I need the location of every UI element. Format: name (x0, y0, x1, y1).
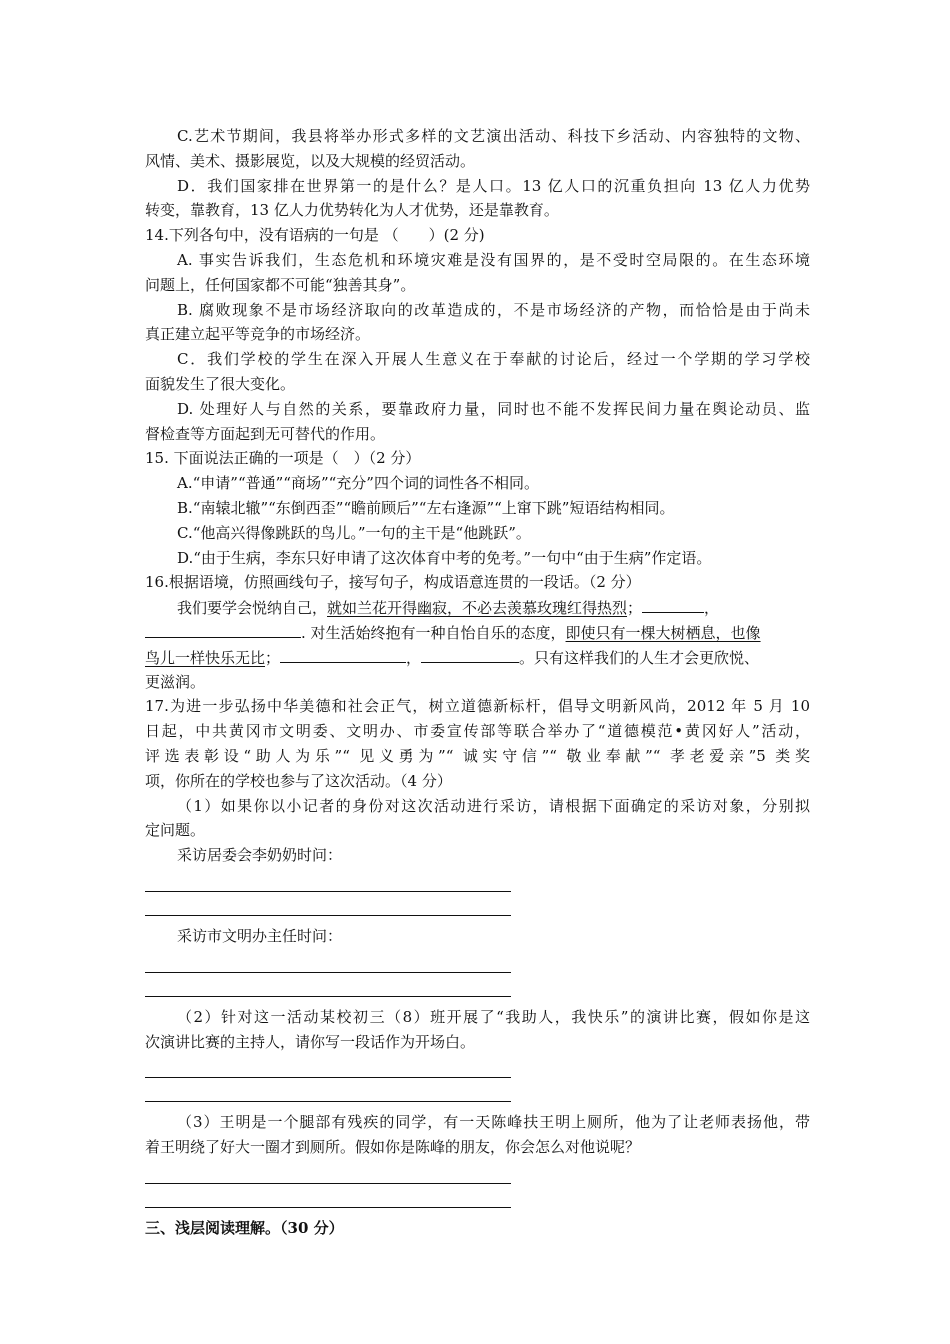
q17-part3-line2: 着王明绕了好大一圈才到厕所。假如你是陈峰的朋友，你会怎么对他说呢？ (145, 1138, 641, 1157)
q17-part1-line2: 定问题。 (145, 821, 206, 840)
q14-option-c-line2: 面貌发生了很大变化。 (145, 374, 296, 393)
q16-fill-blank-4[interactable] (421, 645, 519, 663)
q14-option-b-line2: 真正建立起平等竞争的市场经济。 (145, 325, 371, 344)
answer-line[interactable] (145, 868, 511, 892)
q13-option-c-line1: C.艺术节期间，我县将举办形式多样的文艺演出活动、科技下乡活动、内容独特的文物、 (177, 127, 810, 145)
q16-semicolon: ； (627, 599, 643, 618)
q14-option-c-line1: C．我们学校的学生在深入开展人生意义在于奉献的讨论后，经过一个学期的学习学校 (177, 350, 810, 369)
q15-option-d: D.“由于生病，李东只好申请了这次体育中考的免考。”一句中“由于生病”作定语。 (177, 548, 712, 567)
answer-line[interactable] (145, 1160, 511, 1184)
q16-fill-blank-3[interactable] (280, 645, 406, 663)
section-3-heading: 三、浅层阅读理解。（30 分） (145, 1218, 344, 1237)
q17-part2-line1: （2）针对这一活动某校初三（8）班开展了“我助人，我快乐”的演讲比赛，假如你是这 (177, 1007, 810, 1026)
q16-line4: 更滋润。 (145, 672, 206, 691)
q16-model-sentence-2a: 即使只有一棵大树栖息，也像 (565, 623, 761, 642)
q17-interview-target-2: 采访市文明办主任时问： (177, 926, 343, 945)
q14-stem: 14.下列各句中，没有语病的一句是 （ ）(2 分) (145, 226, 485, 245)
q16-comma-2: ， (406, 648, 422, 667)
answer-line[interactable] (145, 1054, 511, 1078)
q14-option-b-line1: B. 腐败现象不是市场经济取向的改革造成的，不是市场经济的产物，而恰恰是由于尚未 (177, 300, 810, 319)
q16-tail-text: 。只有这样我们的人生才会更欣悦、 (519, 648, 760, 667)
q16-model-sentence-1: 就如兰花开得幽寂，不必去羡慕玫瑰红得热烈 (327, 599, 628, 618)
answer-line[interactable] (145, 949, 511, 973)
q17-stem-line4: 项，你所在的学校也参与了这次活动。（4 分） (145, 771, 452, 790)
q15-option-b: B.“南辕北辙”“东倒西歪”“瞻前顾后”“左右逢源”“上窜下跳”短语结构相同。 (177, 498, 675, 517)
q17-part3-line1: （3）王明是一个腿部有残疾的同学，有一天陈峰扶王明上厕所，他为了让老师表扬他，带 (177, 1113, 810, 1132)
answer-line[interactable] (145, 892, 511, 916)
q14-option-a-line2: 问题上，任何国家都不可能“独善其身”。 (145, 275, 416, 294)
q16-stem: 16.根据语境，仿照画线句子，接写句子，构成语意连贯的一段话。（2 分） (145, 573, 641, 592)
q14-option-d-line1: D. 处理好人与自然的关系，要靠政府力量，同时也不能不发挥民间力量在舆论动员、监 (177, 399, 810, 418)
q14-option-a-line1: A. 事实告诉我们，生态危机和环境灾难是没有国界的，是不受时空局限的。在生态环境 (177, 250, 810, 269)
q17-part1-line1: （1）如果你以小记者的身份对这次活动进行采访，请根据下面确定的采访对象，分别拟 (177, 796, 810, 815)
q16-line2 (145, 620, 810, 645)
answer-line[interactable] (145, 973, 511, 997)
q16-middle-text: . 对生活始终抱有一种自怡自乐的态度， (301, 623, 566, 642)
q16-model-sentence-2b: 鸟儿一样快乐无比 (145, 648, 266, 667)
q15-option-c: C.“他高兴得像跳跃的鸟儿。”一句的主干是“他跳跃”。 (177, 523, 531, 542)
exam-page (145, 124, 810, 1241)
q16-fill-blank-2[interactable] (145, 620, 301, 638)
q17-interview-target-1: 采访居委会李奶奶时问： (177, 846, 343, 865)
q16-lead-text: 我们要学会悦纳自己， (177, 599, 328, 618)
q15-stem: 15. 下面说法正确的一项是（ ）（2 分） (145, 449, 421, 468)
q13-option-c-line2: 风情、美术、摄影展览，以及大规模的经贸活动。 (145, 151, 476, 170)
q13-option-d-line1: D．我们国家排在世界第一的是什么？是人口。13 亿人口的沉重负担向 13 亿人力优势 (177, 176, 810, 195)
q16-line3 (145, 645, 810, 670)
q15-option-a: A.“申请”“普通”“商场”“充分”四个词的词性各不相同。 (177, 474, 539, 493)
q17-stem-line2: 日起，中共黄冈市文明委、文明办、市委宣传部等联合举办了“道德模范•黄冈好人”活动， (145, 722, 810, 741)
q16-semicolon-2: ； (265, 648, 281, 667)
q14-option-d-line2: 督检查等方面起到无可替代的作用。 (145, 424, 386, 443)
q17-stem-line1: 17.为进一步弘扬中华美德和社会正气，树立道德新标杆，倡导文明新风尚，2012 年 5 月 10 (145, 697, 810, 716)
q13-option-d-line2: 转变，靠教育，13 亿人力优势转化为人才优势，还是靠教育。 (145, 201, 559, 220)
q16-comma: ， (704, 599, 720, 618)
q16-fill-blank-1[interactable] (642, 595, 704, 613)
q17-part2-line2: 次演讲比赛的主持人，请你写一段话作为开场白。 (145, 1032, 476, 1051)
q17-stem-line3: 评选表彰设“助人为乐”“ 见义勇为”“ 诚实守信”“ 敬业奉献”“ 孝老爱亲”5 类奖 (145, 746, 810, 765)
q16-line1 (145, 595, 810, 620)
answer-line[interactable] (145, 1184, 511, 1208)
answer-line[interactable] (145, 1078, 511, 1102)
